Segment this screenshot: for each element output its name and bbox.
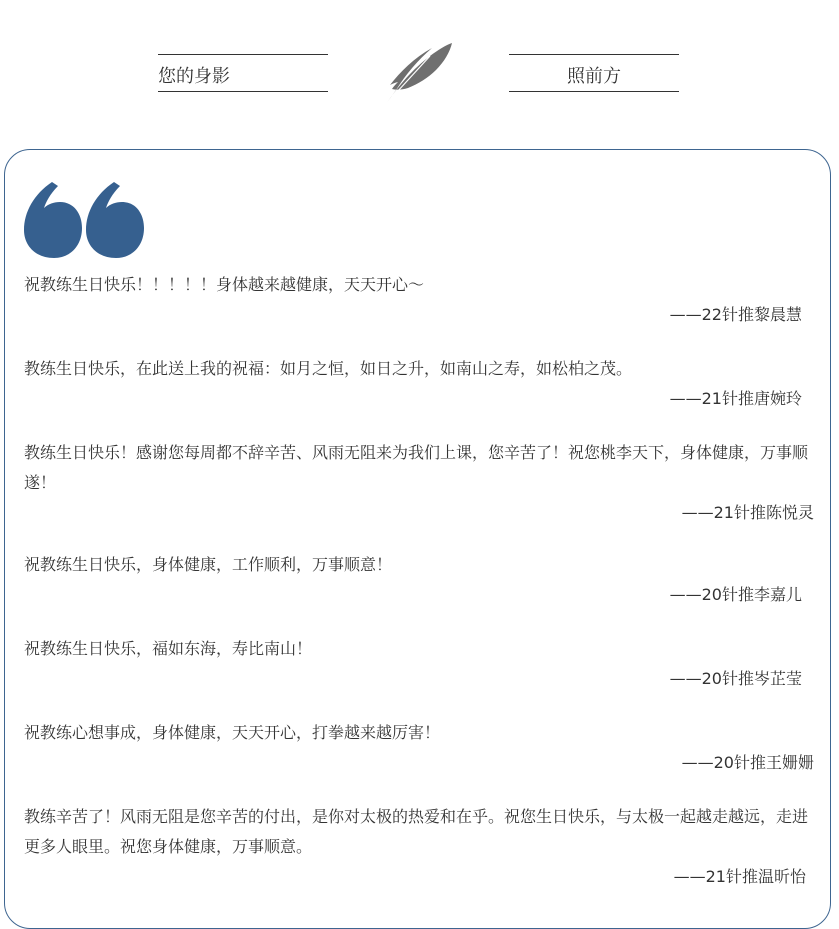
wish-message: 教练生日快乐，在此送上我的祝福：如月之恒，如日之升，如南山之寿，如松柏之茂。 (24, 359, 633, 378)
wish-message: 祝教练生日快乐！！！！！身体越来越健康，天天开心～ (24, 275, 425, 294)
wish-entry (24, 802, 814, 892)
wish-entry (24, 270, 814, 330)
wish-signature: ——20针推李嘉儿 (669, 585, 802, 604)
wish-signature: ——21针推陈悦灵 (681, 503, 814, 522)
wish-message: 祝教练生日快乐，身体健康，工作顺利，万事顺意！ (24, 555, 393, 574)
wish-message: 教练生日快乐！感谢您每周都不辞辛苦、风雨无阻来为我们上课，您辛苦了！祝您桃李天下，身体健康，万事顺遂！ (24, 443, 809, 492)
header-left-title: 您的身影 (158, 66, 230, 87)
feather-icon (382, 40, 456, 106)
wish-signature: ——21针推温昕怡 (673, 867, 806, 886)
wish-signature: ——20针推岑芷莹 (669, 669, 802, 688)
wish-entry (24, 718, 814, 778)
wish-signature: ——22针推黎晨慧 (669, 305, 802, 324)
wish-message: 祝教练生日快乐，福如东海，寿比南山！ (24, 639, 313, 658)
wish-signature: ——21针推唐婉玲 (669, 389, 802, 408)
wish-entry (24, 550, 814, 610)
wish-signature: ——20针推王姗姗 (681, 753, 814, 772)
wish-message: 祝教练心想事成，身体健康，天天开心，打拳越来越厉害！ (24, 723, 441, 742)
header-right-title: 照前方 (567, 66, 621, 87)
wish-entry (24, 354, 814, 414)
wish-entry (24, 634, 814, 694)
quote-mark-icon (22, 180, 144, 260)
wish-entry (24, 438, 814, 528)
header-left-title-box (158, 54, 328, 92)
header-right-title-box (509, 54, 679, 92)
wish-message: 教练辛苦了！风雨无阻是您辛苦的付出，是你对太极的热爱和在乎。祝您生日快乐，与太极一起越走越远，走进更多人眼里。祝您身体健康，万事顺意。 (24, 807, 809, 856)
